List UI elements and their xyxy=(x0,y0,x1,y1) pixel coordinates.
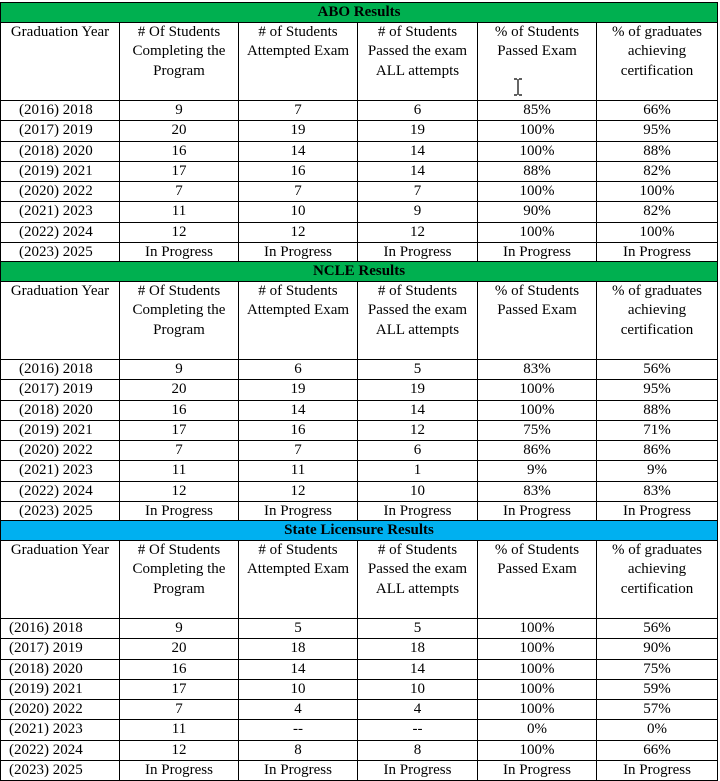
ncle-results-table xyxy=(0,261,718,522)
column-header: % of graduates achieving certification xyxy=(597,23,718,101)
state-licensure-results-table xyxy=(0,520,718,781)
graduation-year-cell: (2020) 2022 xyxy=(1,441,120,461)
graduation-year-cell: (2021) 2023 xyxy=(1,720,120,740)
value-cell: 7 xyxy=(239,101,358,121)
column-header: # Of Students Completing the Program xyxy=(120,541,239,619)
value-cell: In Progress xyxy=(478,502,597,522)
column-header: % of Students Passed Exam xyxy=(478,23,597,101)
value-cell: -- xyxy=(239,720,358,740)
value-cell: 56% xyxy=(597,360,718,380)
value-cell: 9% xyxy=(478,461,597,481)
value-cell: 100% xyxy=(478,141,597,161)
value-cell: 14 xyxy=(239,400,358,420)
value-cell: 57% xyxy=(597,700,718,720)
graduation-year-cell: (2020) 2022 xyxy=(1,700,120,720)
value-cell: 100% xyxy=(478,619,597,639)
value-cell: 16 xyxy=(120,659,239,679)
value-cell: 11 xyxy=(239,461,358,481)
table-title: ABO Results xyxy=(1,3,718,23)
value-cell: 100% xyxy=(478,639,597,659)
text-cursor-icon xyxy=(513,78,523,96)
header-row xyxy=(1,541,718,619)
table-row xyxy=(1,740,718,760)
value-cell: 14 xyxy=(358,141,478,161)
value-cell: 9 xyxy=(120,360,239,380)
graduation-year-cell: (2016) 2018 xyxy=(1,360,120,380)
value-cell: 12 xyxy=(239,222,358,242)
table-row xyxy=(1,380,718,400)
value-cell: 6 xyxy=(358,441,478,461)
value-cell: 75% xyxy=(478,420,597,440)
graduation-year-cell: (2017) 2019 xyxy=(1,121,120,141)
value-cell: 8 xyxy=(358,740,478,760)
value-cell: 17 xyxy=(120,161,239,181)
table-row xyxy=(1,639,718,659)
value-cell: 14 xyxy=(358,400,478,420)
value-cell: 10 xyxy=(239,202,358,222)
table-row xyxy=(1,243,718,263)
value-cell: 20 xyxy=(120,639,239,659)
value-cell: 95% xyxy=(597,121,718,141)
value-cell: In Progress xyxy=(120,243,239,263)
value-cell: 5 xyxy=(358,360,478,380)
value-cell: 88% xyxy=(597,400,718,420)
value-cell: 1 xyxy=(358,461,478,481)
value-cell: 66% xyxy=(597,740,718,760)
value-cell: 12 xyxy=(120,740,239,760)
value-cell: 7 xyxy=(239,182,358,202)
value-cell: 5 xyxy=(358,619,478,639)
value-cell: 11 xyxy=(120,461,239,481)
table-row xyxy=(1,222,718,242)
column-header: % of Students Passed Exam xyxy=(478,282,597,360)
value-cell: In Progress xyxy=(597,502,718,522)
value-cell: In Progress xyxy=(358,243,478,263)
value-cell: 5 xyxy=(239,619,358,639)
column-header: Graduation Year xyxy=(1,282,120,360)
value-cell: 6 xyxy=(358,101,478,121)
value-cell: 9 xyxy=(120,101,239,121)
value-cell: 14 xyxy=(239,659,358,679)
column-header: # Of Students Completing the Program xyxy=(120,23,239,101)
value-cell: 0% xyxy=(597,720,718,740)
graduation-year-cell: (2016) 2018 xyxy=(1,619,120,639)
value-cell: In Progress xyxy=(239,502,358,522)
graduation-year-cell: (2023) 2025 xyxy=(1,502,120,522)
table-title: NCLE Results xyxy=(1,262,718,282)
value-cell: 56% xyxy=(597,619,718,639)
table-row xyxy=(1,101,718,121)
value-cell: 9 xyxy=(120,619,239,639)
value-cell: 0% xyxy=(478,720,597,740)
value-cell: 19 xyxy=(239,380,358,400)
value-cell: 95% xyxy=(597,380,718,400)
value-cell: 7 xyxy=(358,182,478,202)
graduation-year-cell: (2017) 2019 xyxy=(1,639,120,659)
table-row xyxy=(1,400,718,420)
table-row xyxy=(1,679,718,699)
table-row xyxy=(1,182,718,202)
value-cell: 19 xyxy=(358,380,478,400)
value-cell: 11 xyxy=(120,202,239,222)
value-cell: 9% xyxy=(597,461,718,481)
graduation-year-cell: (2021) 2023 xyxy=(1,461,120,481)
value-cell: 12 xyxy=(358,420,478,440)
graduation-year-cell: (2019) 2021 xyxy=(1,679,120,699)
table-title: State Licensure Results xyxy=(1,521,718,541)
value-cell: 100% xyxy=(478,659,597,679)
column-header: # of Students Passed the exam ALL attempts xyxy=(358,23,478,101)
value-cell: In Progress xyxy=(478,761,597,781)
value-cell: 100% xyxy=(597,222,718,242)
value-cell: -- xyxy=(358,720,478,740)
value-cell: 12 xyxy=(120,481,239,501)
graduation-year-cell: (2023) 2025 xyxy=(1,243,120,263)
table-row xyxy=(1,141,718,161)
graduation-year-cell: (2022) 2024 xyxy=(1,481,120,501)
value-cell: 7 xyxy=(120,182,239,202)
value-cell: 4 xyxy=(358,700,478,720)
value-cell: 59% xyxy=(597,679,718,699)
column-header: % of Students Passed Exam xyxy=(478,541,597,619)
value-cell: 75% xyxy=(597,659,718,679)
column-header: # of Students Attempted Exam xyxy=(239,23,358,101)
header-row xyxy=(1,23,718,101)
graduation-year-cell: (2016) 2018 xyxy=(1,101,120,121)
column-header: # of Students Passed the exam ALL attempts xyxy=(358,541,478,619)
graduation-year-cell: (2022) 2024 xyxy=(1,222,120,242)
graduation-year-cell: (2023) 2025 xyxy=(1,761,120,781)
table-row xyxy=(1,502,718,522)
value-cell: 14 xyxy=(358,161,478,181)
value-cell: 17 xyxy=(120,679,239,699)
column-header: Graduation Year xyxy=(1,23,120,101)
table-row xyxy=(1,700,718,720)
table-row xyxy=(1,619,718,639)
value-cell: 100% xyxy=(478,679,597,699)
value-cell: 7 xyxy=(120,441,239,461)
table-row xyxy=(1,720,718,740)
value-cell: 7 xyxy=(239,441,358,461)
value-cell: 16 xyxy=(120,141,239,161)
value-cell: 83% xyxy=(478,481,597,501)
value-cell: In Progress xyxy=(597,243,718,263)
value-cell: 100% xyxy=(478,700,597,720)
column-header: # Of Students Completing the Program xyxy=(120,282,239,360)
value-cell: 85% xyxy=(478,101,597,121)
value-cell: In Progress xyxy=(597,761,718,781)
value-cell: 100% xyxy=(478,740,597,760)
value-cell: 90% xyxy=(478,202,597,222)
column-header: Graduation Year xyxy=(1,541,120,619)
graduation-year-cell: (2021) 2023 xyxy=(1,202,120,222)
value-cell: 10 xyxy=(358,679,478,699)
value-cell: 6 xyxy=(239,360,358,380)
column-header: % of graduates achieving certification xyxy=(597,282,718,360)
value-cell: 11 xyxy=(120,720,239,740)
value-cell: 12 xyxy=(239,481,358,501)
value-cell: 83% xyxy=(478,360,597,380)
table-row xyxy=(1,441,718,461)
value-cell: 88% xyxy=(478,161,597,181)
table-row xyxy=(1,360,718,380)
table-row xyxy=(1,659,718,679)
value-cell: 88% xyxy=(597,141,718,161)
table-row xyxy=(1,121,718,141)
column-header: # of Students Attempted Exam xyxy=(239,282,358,360)
graduation-year-cell: (2018) 2020 xyxy=(1,659,120,679)
value-cell: 18 xyxy=(358,639,478,659)
value-cell: 16 xyxy=(239,420,358,440)
value-cell: In Progress xyxy=(358,761,478,781)
value-cell: 100% xyxy=(478,380,597,400)
value-cell: 18 xyxy=(239,639,358,659)
table-row xyxy=(1,481,718,501)
value-cell: 19 xyxy=(358,121,478,141)
value-cell: 8 xyxy=(239,740,358,760)
abo-results-table xyxy=(0,2,718,263)
value-cell: 100% xyxy=(478,400,597,420)
value-cell: 86% xyxy=(478,441,597,461)
graduation-year-cell: (2017) 2019 xyxy=(1,380,120,400)
value-cell: In Progress xyxy=(239,243,358,263)
value-cell: In Progress xyxy=(358,502,478,522)
column-header: % of graduates achieving certification xyxy=(597,541,718,619)
value-cell: 90% xyxy=(597,639,718,659)
graduation-year-cell: (2018) 2020 xyxy=(1,141,120,161)
value-cell: In Progress xyxy=(120,761,239,781)
table-row xyxy=(1,161,718,181)
value-cell: 12 xyxy=(120,222,239,242)
value-cell: 10 xyxy=(239,679,358,699)
value-cell: 7 xyxy=(120,700,239,720)
value-cell: In Progress xyxy=(478,243,597,263)
graduation-year-cell: (2022) 2024 xyxy=(1,740,120,760)
value-cell: 14 xyxy=(239,141,358,161)
value-cell: In Progress xyxy=(239,761,358,781)
value-cell: 82% xyxy=(597,202,718,222)
value-cell: 16 xyxy=(120,400,239,420)
value-cell: 16 xyxy=(239,161,358,181)
value-cell: 66% xyxy=(597,101,718,121)
value-cell: 19 xyxy=(239,121,358,141)
value-cell: In Progress xyxy=(120,502,239,522)
value-cell: 9 xyxy=(358,202,478,222)
value-cell: 20 xyxy=(120,121,239,141)
graduation-year-cell: (2020) 2022 xyxy=(1,182,120,202)
column-header: # of Students Attempted Exam xyxy=(239,541,358,619)
value-cell: 14 xyxy=(358,659,478,679)
graduation-year-cell: (2019) 2021 xyxy=(1,420,120,440)
value-cell: 10 xyxy=(358,481,478,501)
column-header: # of Students Passed the exam ALL attempts xyxy=(358,282,478,360)
graduation-year-cell: (2019) 2021 xyxy=(1,161,120,181)
value-cell: 100% xyxy=(597,182,718,202)
value-cell: 83% xyxy=(597,481,718,501)
value-cell: 100% xyxy=(478,182,597,202)
graduation-year-cell: (2018) 2020 xyxy=(1,400,120,420)
value-cell: 12 xyxy=(358,222,478,242)
value-cell: 4 xyxy=(239,700,358,720)
header-row xyxy=(1,282,718,360)
value-cell: 86% xyxy=(597,441,718,461)
value-cell: 82% xyxy=(597,161,718,181)
table-row xyxy=(1,202,718,222)
value-cell: 20 xyxy=(120,380,239,400)
value-cell: 100% xyxy=(478,121,597,141)
table-row xyxy=(1,461,718,481)
value-cell: 17 xyxy=(120,420,239,440)
table-row xyxy=(1,761,718,781)
value-cell: 71% xyxy=(597,420,718,440)
table-row xyxy=(1,420,718,440)
value-cell: 100% xyxy=(478,222,597,242)
